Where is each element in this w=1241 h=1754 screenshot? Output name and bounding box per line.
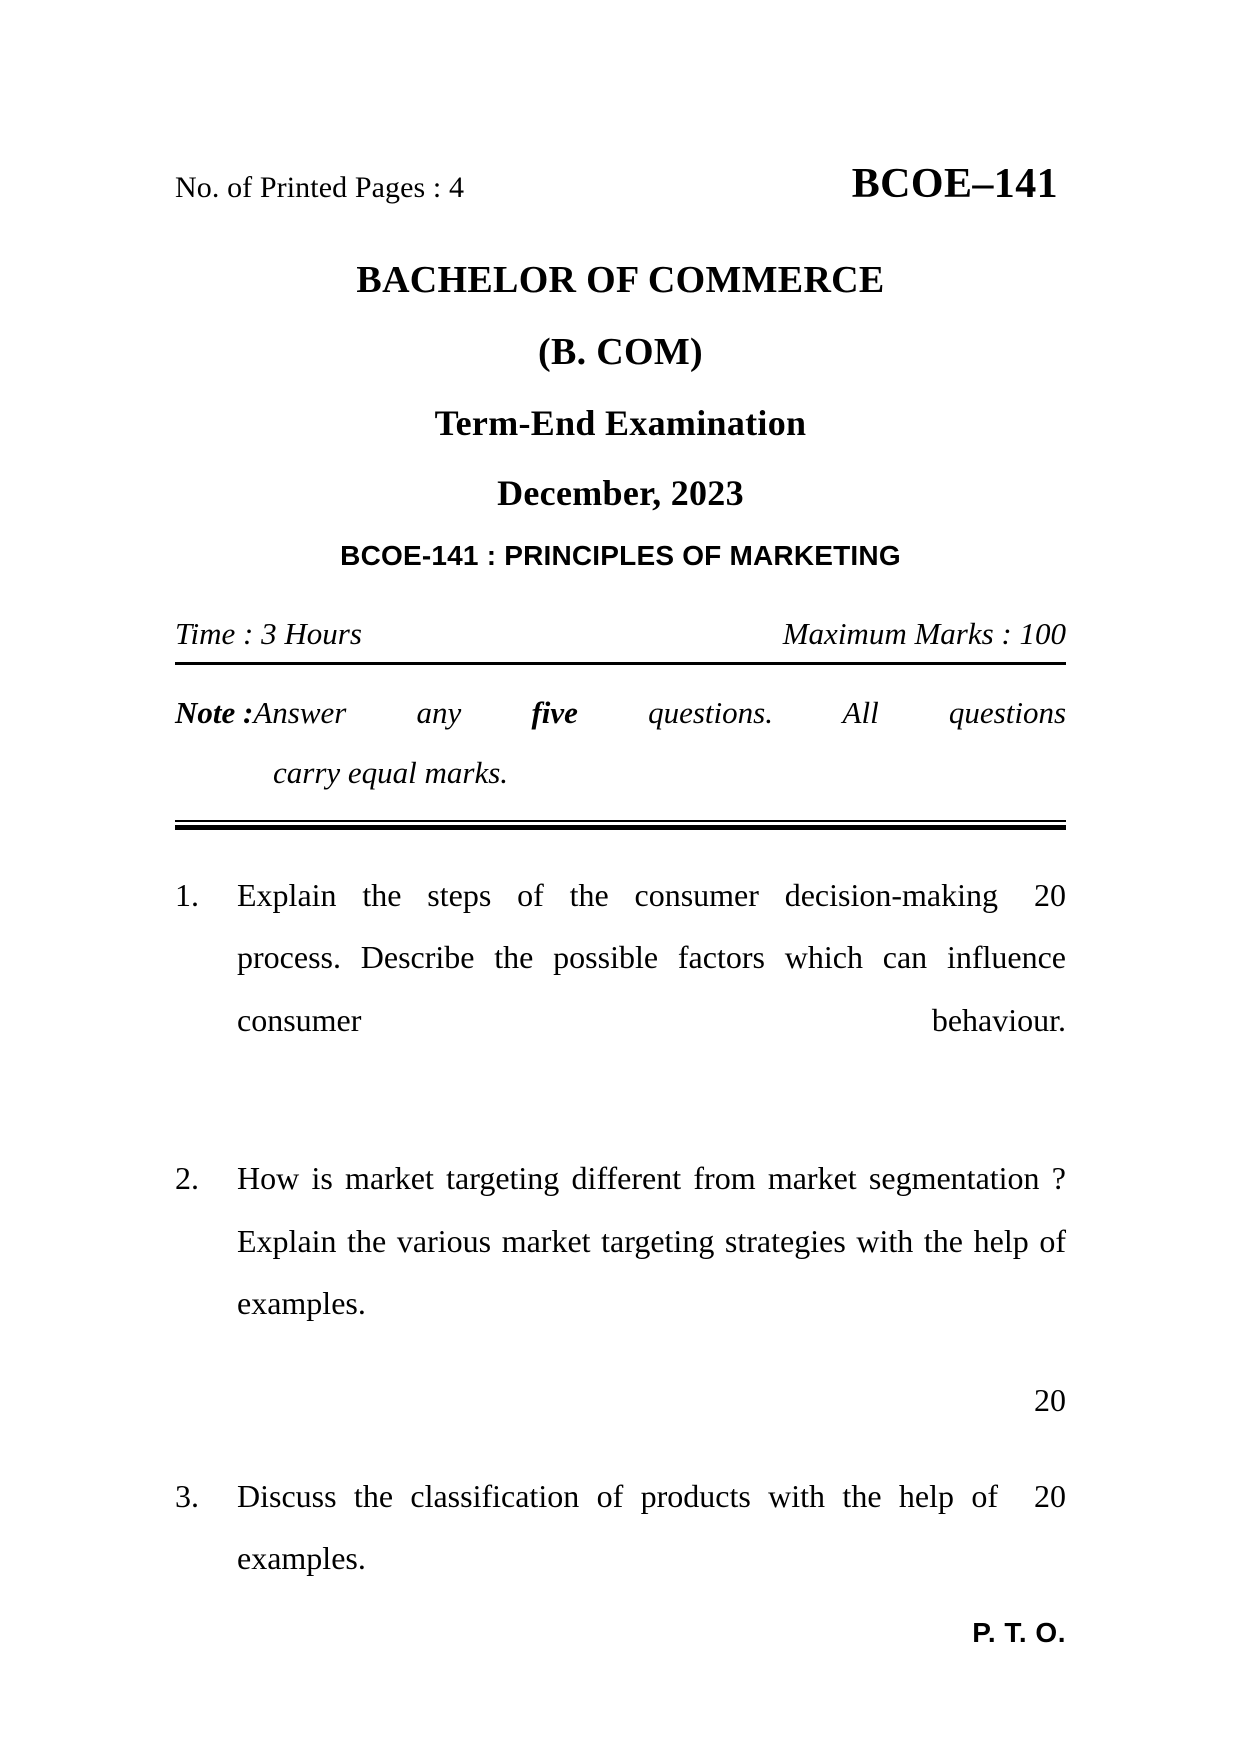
question-marks: 20 (1034, 1381, 1066, 1418)
question-body (237, 1465, 1066, 1652)
note-text-part2: questions. All questions (577, 695, 1067, 730)
note-first-line (175, 683, 1066, 743)
question-text (237, 1465, 1066, 1652)
question-text-content: How is market targeting different from market segmentation ? Explain the various market targeting strategies with the help of examples. (237, 1160, 1066, 1322)
question-item (175, 1147, 1066, 1431)
question-text (237, 864, 1066, 1114)
question-item (175, 1465, 1066, 1652)
note-label: Note : (175, 695, 254, 730)
degree-title: BACHELOR OF COMMERCE (356, 259, 885, 301)
question-text-content: Explain the steps of the consumer decision-making process. Describe the possible factors which can influence consumer behaviour. (237, 876, 1066, 1038)
degree-abbreviation: (B. COM) (538, 331, 703, 373)
note-block (175, 683, 1066, 804)
divider-thick-line (175, 825, 1066, 830)
page-header (175, 160, 1066, 222)
question-number: 1. (175, 876, 199, 913)
question-marks: 20 (1034, 876, 1066, 913)
questions-divider (175, 820, 1066, 830)
examination-date: December, 2023 (497, 473, 744, 513)
meta-divider (175, 662, 1066, 665)
question-text (237, 1147, 1066, 1334)
note-text-part1: Answer any (253, 695, 532, 730)
note-text (253, 683, 1066, 743)
question-text-content: Discuss the classification of products with the help of examples. (237, 1478, 998, 1577)
question-body (237, 1147, 1066, 1431)
exam-meta-row (175, 616, 1066, 662)
question-body (237, 864, 1066, 1114)
subject-title: BCOE-141 : PRINCIPLES OF MARKETING (340, 540, 901, 571)
page-turn-over-label: P. T. O. (972, 1617, 1066, 1648)
question-marks: 20 (1034, 1478, 1066, 1514)
questions-list (175, 864, 1066, 1652)
maximum-marks: Maximum Marks : 100 (782, 616, 1066, 651)
title-block (175, 258, 1066, 572)
course-code-label: BCOE–141 (851, 161, 1058, 207)
question-item (175, 864, 1066, 1114)
question-number: 2. (175, 1160, 199, 1197)
note-second-line: carry equal marks. (273, 755, 509, 791)
note-emphasis-five: five (531, 695, 578, 730)
printed-pages-label: No. of Printed Pages : 4 (175, 171, 465, 204)
time-allowed: Time : 3 Hours (175, 616, 362, 651)
question-number: 3. (175, 1478, 199, 1514)
examination-type: Term-End Examination (434, 403, 807, 443)
